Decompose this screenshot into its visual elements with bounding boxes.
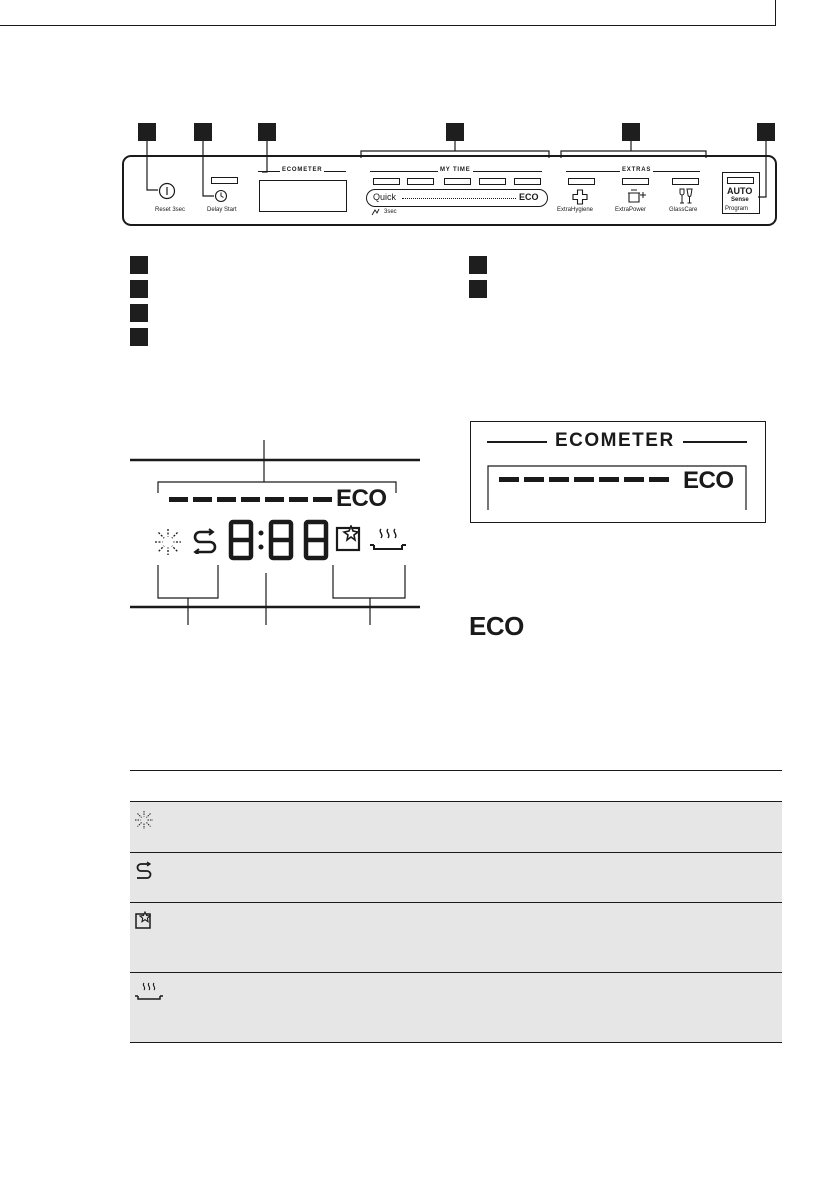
delay-indicator [211, 177, 238, 184]
drying-icon [134, 981, 166, 1003]
auto-label[interactable]: AUTO [727, 186, 753, 196]
legend-marker-2 [130, 280, 148, 298]
extras-title: EXTRAS [622, 167, 652, 173]
legend-marker-4 [130, 328, 148, 346]
extrapower-led [622, 178, 649, 185]
program-label: Program [725, 206, 749, 212]
quick-label: Quick [373, 192, 397, 202]
auto-led [727, 177, 754, 184]
extrapower-label: ExtraPower [615, 207, 647, 213]
sense-label: Sense [731, 197, 749, 203]
mytime-led-4 [479, 178, 506, 185]
table-header [130, 770, 782, 802]
mytime-led-5 [514, 178, 541, 185]
table-row [130, 903, 782, 973]
extrahygiene-icon[interactable] [572, 189, 588, 205]
legend-marker-3 [130, 304, 148, 322]
sun-icon [153, 527, 183, 557]
mytime-title: MY TIME [440, 167, 471, 173]
glasscare-led [672, 178, 699, 185]
legend-marker-6 [469, 280, 487, 298]
slider-eco-label: ECO [519, 192, 539, 202]
indicator-table [130, 770, 782, 1043]
extrahygiene-label: ExtraHygiene [557, 207, 594, 213]
extrahygiene-led [568, 178, 595, 185]
sun-icon [134, 810, 154, 830]
glasscare-label: GlassCare [669, 207, 698, 213]
slider-track [402, 198, 516, 199]
legend-marker-5 [469, 256, 487, 274]
table-row [130, 802, 782, 853]
delay-clock-icon[interactable] [214, 189, 228, 203]
regeneration-icon [134, 861, 154, 881]
rinse-aid-icon [134, 911, 154, 931]
three-sec-label: 3sec [384, 209, 397, 215]
ecometer-screen [259, 180, 347, 212]
mytime-led-1 [373, 178, 400, 185]
mytime-led-2 [407, 178, 434, 185]
ecometer-figure-title: ECOMETER [547, 430, 683, 452]
eco-symbol: ECO [469, 611, 524, 641]
ecometer-title: ECOMETER [282, 167, 323, 173]
rinse-aid-icon [335, 525, 365, 553]
regeneration-icon [191, 528, 219, 554]
table-row [130, 973, 782, 1043]
extrapower-icon[interactable] [626, 189, 648, 205]
delay-label: Delay Start [207, 207, 237, 213]
mytime-led-3 [444, 178, 471, 185]
power-icon[interactable] [158, 182, 176, 200]
table-row [130, 853, 782, 903]
ecometer-figure-eco: ECO [683, 467, 734, 494]
legend-marker-1 [130, 256, 148, 274]
display-eco: ECO [336, 485, 387, 512]
reset-label: Reset 3sec [155, 207, 186, 213]
glasscare-icon[interactable] [678, 188, 694, 206]
touch-icon [371, 208, 381, 216]
drying-icon [368, 527, 408, 553]
